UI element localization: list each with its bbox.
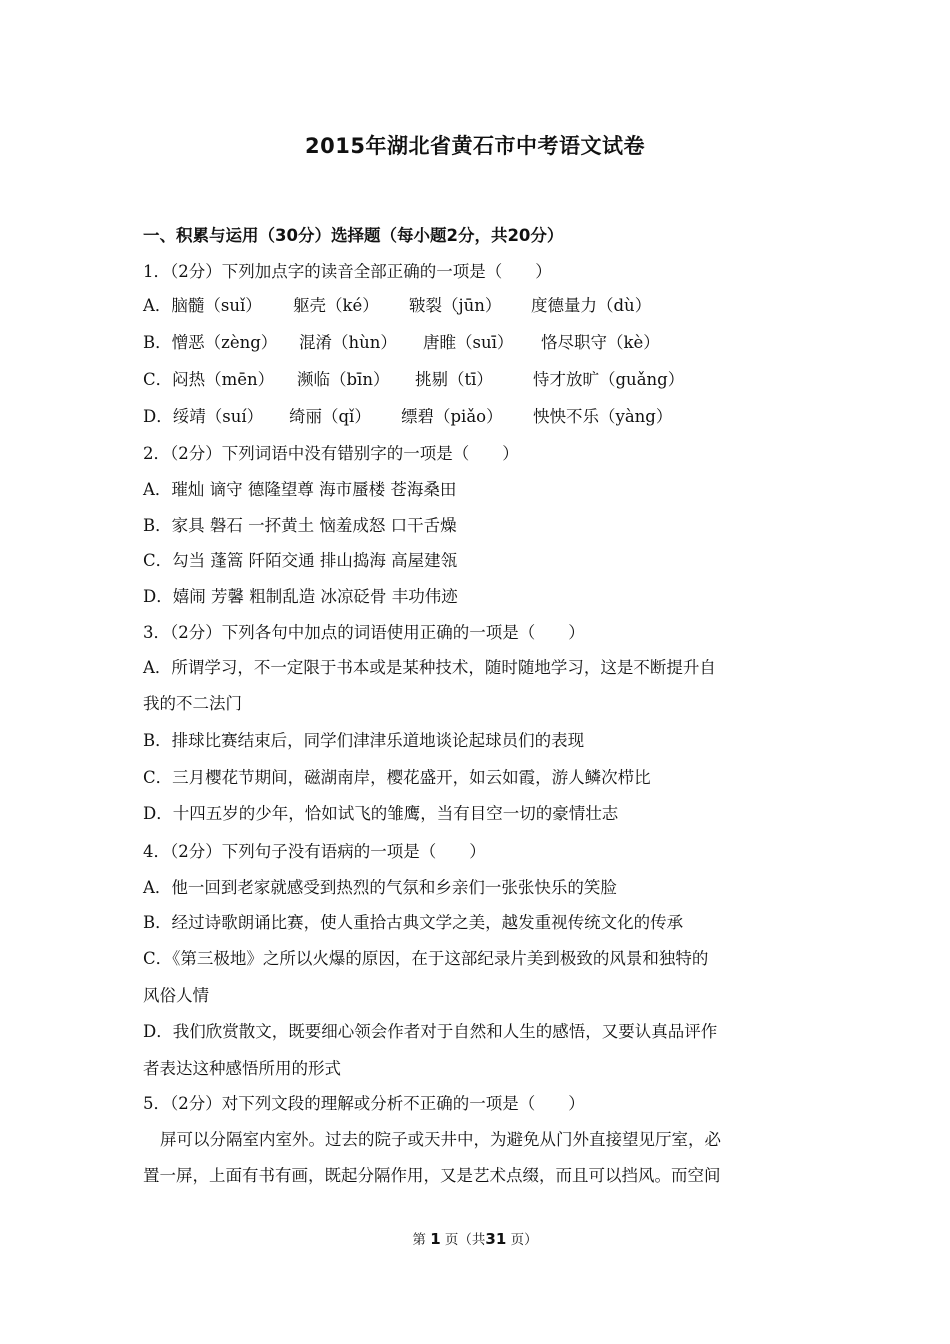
question-4-option-d-cont: 者表达这种感悟所用的形式	[143, 1059, 341, 1078]
option-item: 绮丽（qǐ）	[289, 407, 371, 426]
option-item: 恃才放旷（guǎng）	[533, 370, 685, 389]
question-3-option-b: B．排球比赛结束后，同学们津津乐道地谈论起球员们的表现	[143, 731, 585, 750]
option-item: D．绥靖（suí）	[143, 407, 264, 426]
question-4-stem: 4．（2分）下列句子没有语病的一项是（ ）	[143, 842, 486, 861]
page-title: 2015年湖北省黄石市中考语文试卷	[305, 134, 645, 158]
option-item: 缥碧（piǎo）	[401, 407, 503, 426]
option-item: 濒临（bīn）	[297, 370, 390, 389]
question-4-option-d: D．我们欣赏散文，既要细心领会作者对于自然和人生的感悟，又要认真品评作	[143, 1022, 718, 1041]
question-3-option-d: D．十四五岁的少年，恰如试飞的雏鹰，当有目空一切的豪情壮志	[143, 804, 619, 823]
option-item: 怏怏不乐（yàng）	[533, 407, 673, 426]
option-item: A．脑髓（suǐ）	[143, 296, 262, 315]
question-3-stem: 3．（2分）下列各句中加点的词语使用正确的一项是（ ）	[143, 623, 585, 642]
question-4-option-c-cont: 风俗人情	[143, 986, 209, 1005]
question-4-option-a: A．他一回到老家就感受到热烈的气氛和乡亲们一张张快乐的笑脸	[143, 878, 617, 897]
footer-middle: 页（共	[444, 1232, 486, 1248]
passage-line: 屏可以分隔室内室外。过去的院子或天井中，为避免从门外直接望见厅室，必	[160, 1130, 721, 1149]
option-item: 唐睢（suī）	[423, 333, 514, 352]
page-footer	[0, 1228, 950, 1248]
passage-line: 置一屏，上面有书有画，既起分隔作用，又是艺术点缀，而且可以挡风。而空间	[143, 1166, 721, 1185]
option-item: 混淆（hùn）	[299, 333, 397, 352]
option-item: 恪尽职守（kè）	[541, 333, 660, 352]
section-heading: 一、积累与运用（30分）选择题（每小题2分，共20分）	[143, 226, 564, 245]
question-3-option-a: A．所谓学习，不一定限于书本或是某种技术，随时随地学习，这是不断提升自	[143, 658, 716, 677]
option-item: 度德量力（dù）	[531, 296, 652, 315]
option-item: 皲裂（jūn）	[409, 296, 502, 315]
question-2-stem: 2．（2分）下列词语中没有错别字的一项是（ ）	[143, 444, 519, 463]
footer-suffix: 页）	[510, 1232, 538, 1248]
question-2-option-c: C．勾当 蓬篙 阡陌交通 排山捣海 高屋建瓴	[143, 551, 458, 570]
question-4-option-c: C．《第三极地》之所以火爆的原因，在于这部纪录片美到极致的风景和独特的	[143, 949, 709, 968]
question-4-option-b: B．经过诗歌朗诵比赛，使人重拾古典文学之美，越发重视传统文化的传承	[143, 913, 684, 932]
question-3-option-c: C．三月樱花节期间，磁湖南岸，樱花盛开，如云如霞，游人鳞次栉比	[143, 768, 651, 787]
question-5-stem: 5．（2分）对下列文段的理解或分析不正确的一项是（ ）	[143, 1094, 585, 1113]
question-2-option-d: D．嬉闹 芳馨 粗制乱造 冰凉砭骨 丰功伟迹	[143, 587, 458, 606]
question-3-option-a-cont: 我的不二法门	[143, 694, 242, 713]
option-item: 挑剔（tī）	[415, 370, 493, 389]
option-item: B．憎恶（zèng）	[143, 333, 278, 352]
option-item: C．闷热（mēn）	[143, 370, 275, 389]
question-1-stem: 1．（2分）下列加点字的读音全部正确的一项是（ ）	[143, 262, 552, 281]
total-pages: 31	[485, 1230, 507, 1248]
question-2-option-b: B．家具 磐石 一抔黄土 恼羞成怒 口干舌燥	[143, 516, 457, 535]
page-number: 1	[430, 1230, 441, 1248]
footer-prefix: 第	[412, 1232, 426, 1248]
question-2-option-a: A．璀灿 谪守 德隆望尊 海市蜃楼 苍海桑田	[143, 480, 457, 499]
option-item: 躯壳（ké）	[293, 296, 379, 315]
